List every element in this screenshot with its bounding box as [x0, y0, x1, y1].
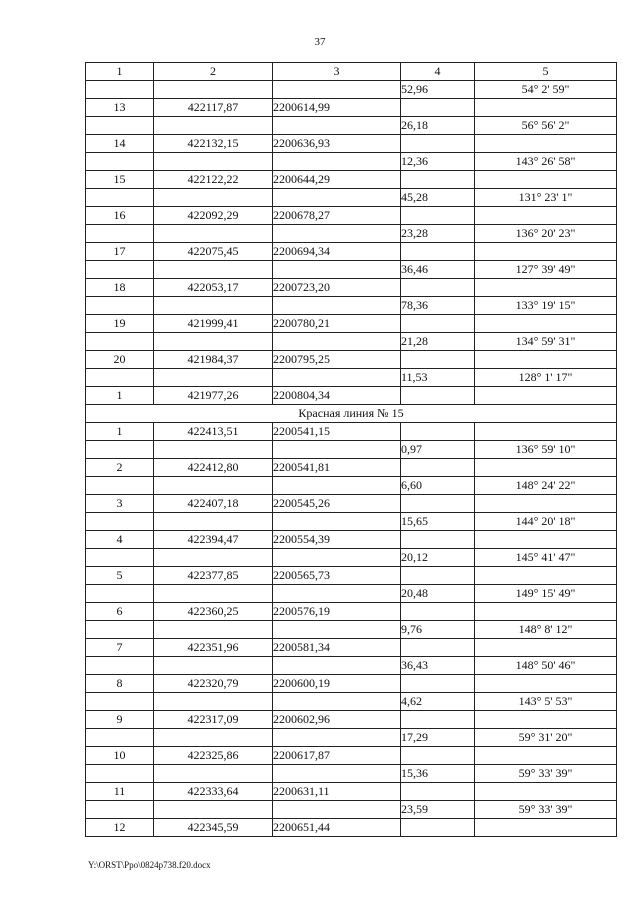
table-cell [86, 729, 154, 747]
table-cell: 26,18 [401, 117, 475, 135]
table-cell [86, 81, 154, 99]
table-cell [273, 765, 401, 783]
table-cell: 20 [86, 351, 154, 369]
table-row [86, 585, 617, 603]
table-cell: 13 [86, 99, 154, 117]
table-cell: 422377,85 [154, 567, 273, 585]
table-cell: 2 [154, 63, 273, 81]
table-header-row [86, 63, 617, 81]
table-cell: 421999,41 [154, 315, 273, 333]
file-path-footer: Y:\ORST\Ppo\0824p738.f20.docx [88, 860, 211, 870]
table-cell: 3 [86, 495, 154, 513]
table-cell [86, 117, 154, 135]
table-cell [401, 387, 475, 405]
table-cell: 422412,80 [154, 459, 273, 477]
table-cell [86, 261, 154, 279]
table-row [86, 531, 617, 549]
table-cell [401, 639, 475, 657]
table-row [86, 171, 617, 189]
table-cell [401, 207, 475, 225]
table-cell: 4 [401, 63, 475, 81]
table-cell: 422053,17 [154, 279, 273, 297]
table-cell: 422092,29 [154, 207, 273, 225]
table-cell: 78,36 [401, 297, 475, 315]
table-cell [475, 675, 617, 693]
table-cell [86, 477, 154, 495]
table-cell: 2200723,20 [273, 279, 401, 297]
table-cell [273, 225, 401, 243]
table-cell [86, 513, 154, 531]
table-cell [86, 549, 154, 567]
table-cell [475, 639, 617, 657]
table-cell: 52,96 [401, 81, 475, 99]
table-cell: 421984,37 [154, 351, 273, 369]
table-cell: 128° 1' 17" [475, 369, 617, 387]
table-cell: 422132,15 [154, 135, 273, 153]
table-cell: 2200617,87 [273, 747, 401, 765]
page-number: 37 [314, 36, 326, 48]
table-row [86, 207, 617, 225]
table-cell: 18 [86, 279, 154, 297]
table-row [86, 783, 617, 801]
table-cell: 1 [86, 387, 154, 405]
table-cell: 127° 39' 49" [475, 261, 617, 279]
table-cell [154, 441, 273, 459]
table-cell: 11 [86, 783, 154, 801]
table-cell [475, 135, 617, 153]
table-row [86, 441, 617, 459]
table-row [86, 99, 617, 117]
table-row [86, 225, 617, 243]
table-cell [86, 801, 154, 819]
table-cell [475, 387, 617, 405]
table-cell: 136° 59' 10" [475, 441, 617, 459]
table-row [86, 819, 617, 837]
table-cell: 144° 20' 18" [475, 513, 617, 531]
table-row [86, 351, 617, 369]
table-row [86, 243, 617, 261]
table-cell [86, 189, 154, 207]
table-cell [273, 441, 401, 459]
table-row [86, 369, 617, 387]
table-cell: 20,48 [401, 585, 475, 603]
table-cell [401, 531, 475, 549]
table-cell: 9,76 [401, 621, 475, 639]
table-cell [475, 747, 617, 765]
table-cell [273, 369, 401, 387]
table-cell: 421977,26 [154, 387, 273, 405]
coordinates-table [85, 62, 617, 837]
table-cell [475, 603, 617, 621]
table-cell [401, 99, 475, 117]
table-cell [273, 477, 401, 495]
table-cell [401, 459, 475, 477]
table-cell: 422075,45 [154, 243, 273, 261]
table-cell [86, 297, 154, 315]
table-row [86, 693, 617, 711]
table-cell: 59° 33' 39" [475, 801, 617, 819]
table-cell: 9 [86, 711, 154, 729]
table-cell [475, 99, 617, 117]
table-cell: 2200651,44 [273, 819, 401, 837]
table-row [86, 675, 617, 693]
table-cell: 11,53 [401, 369, 475, 387]
table-row [86, 729, 617, 747]
table-row [86, 477, 617, 495]
table-cell [401, 495, 475, 513]
table-row [86, 567, 617, 585]
table-row [86, 801, 617, 819]
table-row [86, 297, 617, 315]
table-cell [273, 153, 401, 171]
table-cell [154, 765, 273, 783]
table-cell [401, 783, 475, 801]
table-cell [154, 189, 273, 207]
table-row [86, 621, 617, 639]
table-cell [86, 621, 154, 639]
table-cell [401, 171, 475, 189]
table-cell: 16 [86, 207, 154, 225]
table-cell [475, 243, 617, 261]
table-cell: 21,28 [401, 333, 475, 351]
table-cell: 422325,86 [154, 747, 273, 765]
table-cell: 19 [86, 315, 154, 333]
table-row [86, 117, 617, 135]
table-cell [273, 117, 401, 135]
table-cell [86, 333, 154, 351]
table-row [86, 459, 617, 477]
table-cell: 6,60 [401, 477, 475, 495]
table-cell: 2200631,11 [273, 783, 401, 801]
table-cell: 20,12 [401, 549, 475, 567]
table-cell: 4 [86, 531, 154, 549]
table-cell [86, 657, 154, 675]
table-row [86, 549, 617, 567]
table-cell [154, 801, 273, 819]
table-cell: 56° 56' 2" [475, 117, 617, 135]
table-cell: 3 [273, 63, 401, 81]
table-cell [86, 225, 154, 243]
table-cell [154, 153, 273, 171]
table-cell [154, 117, 273, 135]
table-row [86, 423, 617, 441]
table-cell [273, 513, 401, 531]
table-cell: 5 [475, 63, 617, 81]
table-cell [475, 207, 617, 225]
table-cell: 17,29 [401, 729, 475, 747]
table-cell [154, 693, 273, 711]
table-cell: 2200694,34 [273, 243, 401, 261]
table-cell: 14 [86, 135, 154, 153]
table-cell [86, 369, 154, 387]
table-cell [154, 549, 273, 567]
table-cell [273, 81, 401, 99]
table-cell: 143° 26' 58" [475, 153, 617, 171]
table-row [86, 315, 617, 333]
table-cell [154, 729, 273, 747]
table-cell [154, 261, 273, 279]
table-cell: 422394,47 [154, 531, 273, 549]
table-row [86, 81, 617, 99]
table-cell [273, 333, 401, 351]
table-cell [86, 693, 154, 711]
table-cell: 36,43 [401, 657, 475, 675]
table-row [86, 153, 617, 171]
table-cell: 8 [86, 675, 154, 693]
table-cell [154, 585, 273, 603]
table-cell: 0,97 [401, 441, 475, 459]
table-cell: 2200602,96 [273, 711, 401, 729]
table-cell [273, 297, 401, 315]
table-cell [273, 549, 401, 567]
table-cell [273, 729, 401, 747]
table-cell [475, 423, 617, 441]
table-cell [475, 531, 617, 549]
table-cell: 5 [86, 567, 154, 585]
table-row [86, 603, 617, 621]
table-row [86, 135, 617, 153]
table-cell: 2200545,26 [273, 495, 401, 513]
table-cell: 422117,87 [154, 99, 273, 117]
table-cell: 2200795,25 [273, 351, 401, 369]
table-cell: 17 [86, 243, 154, 261]
table-cell: 148° 24' 22" [475, 477, 617, 495]
table-cell: 2200554,39 [273, 531, 401, 549]
table-cell: 2200614,99 [273, 99, 401, 117]
table-cell: 2200541,15 [273, 423, 401, 441]
table-cell [154, 657, 273, 675]
table-cell [401, 135, 475, 153]
table-cell: 10 [86, 747, 154, 765]
table-cell: 45,28 [401, 189, 475, 207]
table-cell [475, 459, 617, 477]
table-cell: 422345,59 [154, 819, 273, 837]
table-cell: 59° 33' 39" [475, 765, 617, 783]
table-row [86, 657, 617, 675]
table-cell [401, 243, 475, 261]
table-row [86, 189, 617, 207]
table-cell [475, 783, 617, 801]
table-cell: 2200804,34 [273, 387, 401, 405]
table-cell: 1 [86, 63, 154, 81]
table-row [86, 387, 617, 405]
table-cell: 422333,64 [154, 783, 273, 801]
table-row [86, 747, 617, 765]
section-title-row [86, 405, 617, 423]
table-cell: 148° 50' 46" [475, 657, 617, 675]
table-cell: 12 [86, 819, 154, 837]
table-cell: 15,36 [401, 765, 475, 783]
table-cell: 422317,09 [154, 711, 273, 729]
table-cell [154, 621, 273, 639]
table-cell: 36,46 [401, 261, 475, 279]
table-cell: 2200644,29 [273, 171, 401, 189]
table-cell [475, 495, 617, 513]
table-cell [401, 423, 475, 441]
table-cell [401, 279, 475, 297]
table-cell [401, 675, 475, 693]
table-cell [273, 657, 401, 675]
table-cell [475, 351, 617, 369]
table-cell: 422320,79 [154, 675, 273, 693]
table-cell [86, 153, 154, 171]
table-cell: 2200780,21 [273, 315, 401, 333]
table-cell: 2200565,73 [273, 567, 401, 585]
table-cell [273, 189, 401, 207]
table-row [86, 495, 617, 513]
table-row [86, 765, 617, 783]
table-cell [154, 513, 273, 531]
table-cell [154, 225, 273, 243]
table-cell [273, 585, 401, 603]
table-row [86, 513, 617, 531]
table-row [86, 279, 617, 297]
table-cell [273, 801, 401, 819]
table-cell [273, 693, 401, 711]
table-cell: 23,59 [401, 801, 475, 819]
table-cell: 7 [86, 639, 154, 657]
table-row [86, 333, 617, 351]
table-cell: 59° 31' 20" [475, 729, 617, 747]
table-cell [401, 315, 475, 333]
table-cell: 2200576,19 [273, 603, 401, 621]
table-cell: 54° 2' 59" [475, 81, 617, 99]
table-cell: 422407,18 [154, 495, 273, 513]
table-cell [475, 279, 617, 297]
table-cell [475, 315, 617, 333]
table-cell: 145° 41' 47" [475, 549, 617, 567]
table-cell: 136° 20' 23" [475, 225, 617, 243]
table-cell: 134° 59' 31" [475, 333, 617, 351]
table-row [86, 711, 617, 729]
table-cell: 2200541,81 [273, 459, 401, 477]
table-cell: 143° 5' 53" [475, 693, 617, 711]
table-cell: 2200678,27 [273, 207, 401, 225]
table-row [86, 639, 617, 657]
table-cell: 4,62 [401, 693, 475, 711]
table-cell [401, 603, 475, 621]
table-cell: 149° 15' 49" [475, 585, 617, 603]
table-cell [475, 819, 617, 837]
table-cell [273, 261, 401, 279]
table-cell [86, 441, 154, 459]
table-cell [154, 477, 273, 495]
table-cell [154, 369, 273, 387]
table-cell: 6 [86, 603, 154, 621]
table-cell: 2 [86, 459, 154, 477]
table-cell: 148° 8' 12" [475, 621, 617, 639]
table-cell [401, 819, 475, 837]
table-cell [154, 297, 273, 315]
table-cell [401, 711, 475, 729]
table-cell [154, 81, 273, 99]
table-cell: 422360,25 [154, 603, 273, 621]
table-cell [154, 333, 273, 351]
table-cell: 23,28 [401, 225, 475, 243]
table-cell [273, 621, 401, 639]
table-cell: 422122,22 [154, 171, 273, 189]
table-cell [475, 711, 617, 729]
table-cell: 15,65 [401, 513, 475, 531]
table-cell: 15 [86, 171, 154, 189]
table-cell: 422351,96 [154, 639, 273, 657]
table-cell: 133° 19' 15" [475, 297, 617, 315]
table-row [86, 261, 617, 279]
table-cell [475, 171, 617, 189]
table-cell [401, 567, 475, 585]
table-cell: 1 [86, 423, 154, 441]
table-cell [86, 765, 154, 783]
table-cell [401, 747, 475, 765]
table-cell [401, 351, 475, 369]
table-cell: 12,36 [401, 153, 475, 171]
table-cell: 2200600,19 [273, 675, 401, 693]
table-cell: 422413,51 [154, 423, 273, 441]
table-cell: 2200636,93 [273, 135, 401, 153]
table-cell: 2200581,34 [273, 639, 401, 657]
table-cell [475, 567, 617, 585]
table-cell: 131° 23' 1" [475, 189, 617, 207]
table-cell [86, 585, 154, 603]
section-title: Красная линия № 15 [86, 405, 617, 423]
